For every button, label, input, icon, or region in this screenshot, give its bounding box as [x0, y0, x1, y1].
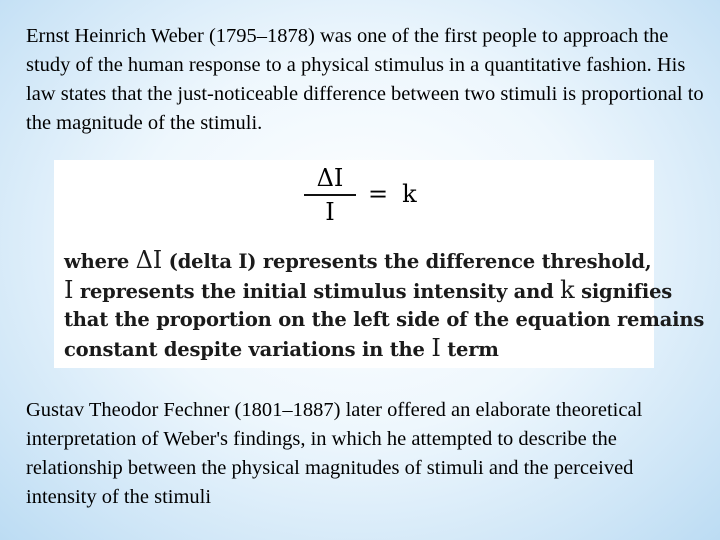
- weber-law-formula-image: [54, 160, 705, 368]
- definition-line-2: [64, 276, 673, 306]
- closing-paragraph: Gustav Theodor Fechner (1801–1887) later offered an elaborate theoretical interpretation of Weber's findings, in which he attempted to describe the relationship between the physical magnitudes of stimuli and the perceived intensity of the stimuli: [26, 399, 643, 508]
- fraction-denominator: I: [325, 198, 335, 226]
- weber-equation: [302, 164, 422, 234]
- definition-line-4: [64, 334, 650, 364]
- fraction-numerator: ΔI: [316, 164, 344, 192]
- def-k-text: signifies: [581, 280, 673, 303]
- def-k-symbol: k: [560, 276, 575, 304]
- formula-definition: [64, 246, 705, 364]
- def-constant-text: constant despite variations in the: [64, 338, 425, 361]
- def-delta-i-symbol: ΔI: [135, 246, 163, 274]
- def-i-symbol: I: [64, 276, 74, 304]
- definition-line-1: [64, 246, 650, 276]
- def-where: where: [64, 250, 130, 273]
- def-delta-i-text: (delta I) represents the difference threshold,: [168, 250, 652, 273]
- definition-line-3: that the proportion on the left side of the equation remains: [64, 308, 705, 331]
- equation-rhs: [368, 180, 431, 208]
- def-i-term-symbol: I: [431, 334, 441, 362]
- def-term-text: term: [447, 338, 499, 361]
- intro-paragraph: Ernst Heinrich Weber (1795–1878) was one of the first people to approach the study of the human response to a physical stimulus in a quantitative fashion. His law states that the just-noticeable difference between two stimuli is proportional to the magnitude of the stimuli.: [26, 25, 704, 134]
- fraction: [302, 164, 358, 226]
- constant-k: k: [402, 180, 417, 208]
- fraction-bar: [304, 194, 356, 196]
- equals-sign: =: [368, 180, 389, 208]
- def-i-text: represents the initial stimulus intensity and: [79, 280, 554, 303]
